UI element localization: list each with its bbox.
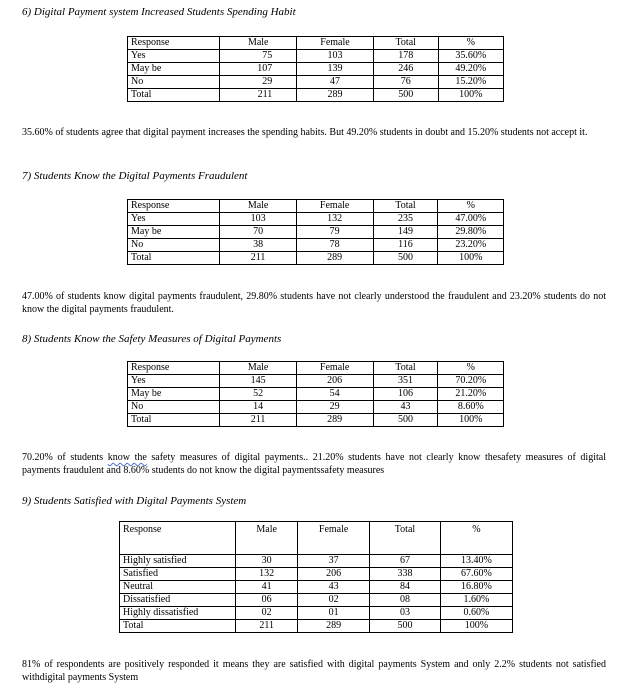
table-cell: 67.60% xyxy=(440,568,512,581)
table-cell: 211 xyxy=(236,620,298,633)
table-header-row xyxy=(128,37,504,50)
satisfaction-table xyxy=(119,521,513,633)
table-row xyxy=(128,252,504,265)
table-cell: 351 xyxy=(373,375,438,388)
table-cell: 21.20% xyxy=(438,388,504,401)
table-row xyxy=(120,581,513,594)
table-row xyxy=(120,568,513,581)
column-header: Female xyxy=(297,37,374,50)
table-cell: 13.40% xyxy=(440,555,512,568)
table-cell: 47 xyxy=(297,76,374,89)
table-cell: 289 xyxy=(296,414,373,427)
table-cell: 289 xyxy=(298,620,370,633)
table-cell: Dissatisfied xyxy=(120,594,236,607)
table-cell: 103 xyxy=(220,213,296,226)
column-header: Female xyxy=(296,200,373,213)
table-cell: 02 xyxy=(298,594,370,607)
table-cell: Total xyxy=(128,89,220,102)
table-cell: 84 xyxy=(370,581,441,594)
column-header: Female xyxy=(298,522,370,555)
table-cell: 149 xyxy=(373,226,438,239)
section-8-heading: 8) Students Know the Safety Measures of Digital Payments xyxy=(22,333,282,345)
column-header: Total xyxy=(373,37,438,50)
table-cell: Neutral xyxy=(120,581,236,594)
table-cell: Yes xyxy=(128,213,220,226)
table-row xyxy=(128,89,504,102)
table-cell: 289 xyxy=(296,252,373,265)
table-row xyxy=(120,555,513,568)
table-cell: 14 xyxy=(220,401,296,414)
table-row xyxy=(128,226,504,239)
table-row xyxy=(128,50,504,63)
table-cell: 1.60% xyxy=(440,594,512,607)
table-cell: 30 xyxy=(236,555,298,568)
table-cell: 116 xyxy=(373,239,438,252)
table-cell: No xyxy=(128,76,220,89)
table-cell: 132 xyxy=(296,213,373,226)
table-row xyxy=(128,388,504,401)
table-cell: 01 xyxy=(298,607,370,620)
table-cell: 206 xyxy=(298,568,370,581)
table-cell: Total xyxy=(120,620,236,633)
table-cell: Highly dissatisfied xyxy=(120,607,236,620)
table-header-row xyxy=(128,362,504,375)
table-cell: May be xyxy=(128,388,220,401)
table-cell: 100% xyxy=(438,414,504,427)
table-cell: 08 xyxy=(370,594,441,607)
table-row xyxy=(128,63,504,76)
table-cell: 500 xyxy=(373,89,438,102)
table-cell: 178 xyxy=(373,50,438,63)
table-cell: No xyxy=(128,239,220,252)
table-row xyxy=(128,414,504,427)
table-cell: 29.80% xyxy=(438,226,504,239)
column-header: Response xyxy=(120,522,236,555)
table-cell: 500 xyxy=(373,414,438,427)
column-header: Total xyxy=(370,522,441,555)
table-cell: 43 xyxy=(373,401,438,414)
section-9-paragraph: 81% of respondents are positively responded it means they are satisfied with digital payments System and only 2.2% students not satisfied withdigital payments System xyxy=(22,659,606,683)
spellcheck-underline[interactable]: know the xyxy=(107,452,147,463)
table-header-row xyxy=(128,200,504,213)
table-cell: May be xyxy=(128,63,220,76)
column-header: % xyxy=(440,522,512,555)
table-cell: 8.60% xyxy=(438,401,504,414)
column-header: Male xyxy=(220,37,297,50)
table-cell: 35.60% xyxy=(438,50,503,63)
table-row xyxy=(120,620,513,633)
table-cell: 38 xyxy=(220,239,296,252)
table-cell: 03 xyxy=(370,607,441,620)
table-cell: 54 xyxy=(296,388,373,401)
table-cell: 52 xyxy=(220,388,296,401)
column-header: Response xyxy=(128,200,220,213)
table-row xyxy=(120,594,513,607)
table-cell: May be xyxy=(128,226,220,239)
table-cell: No xyxy=(128,401,220,414)
table-row xyxy=(128,239,504,252)
spending-habit-table xyxy=(127,36,504,102)
table-cell: 145 xyxy=(220,375,296,388)
table-cell: 500 xyxy=(370,620,441,633)
table-cell: 206 xyxy=(296,375,373,388)
table-cell: 246 xyxy=(373,63,438,76)
column-header: % xyxy=(438,362,504,375)
table-header-row xyxy=(120,522,513,555)
paragraph-text: safety measures of digital payments.. 21.20% students have not clearly know thesafety measures of digital payments fraudulent and 8.60% students do not know the digital paymentssafety measures xyxy=(22,452,606,476)
table-cell: 70 xyxy=(220,226,296,239)
table-cell: Highly satisfied xyxy=(120,555,236,568)
table-cell: 289 xyxy=(297,89,374,102)
table-cell: 139 xyxy=(297,63,374,76)
table-cell: 107 xyxy=(220,63,297,76)
table-cell: Satisfied xyxy=(120,568,236,581)
table-cell: Yes xyxy=(128,50,220,63)
table-cell: 47.00% xyxy=(438,213,504,226)
section-8-paragraph xyxy=(22,451,606,477)
table-cell: 43 xyxy=(298,581,370,594)
section-9-heading: 9) Students Satisfied with Digital Payments System xyxy=(22,495,247,507)
column-header: Male xyxy=(236,522,298,555)
table-cell: 29 xyxy=(220,76,297,89)
table-cell: 75 xyxy=(220,50,297,63)
column-header: Response xyxy=(128,362,220,375)
table-cell: 06 xyxy=(236,594,298,607)
table-cell: 16.80% xyxy=(440,581,512,594)
column-header: Male xyxy=(220,362,296,375)
column-header: Response xyxy=(128,37,220,50)
fraudulent-table xyxy=(127,199,504,265)
table-cell: 211 xyxy=(220,89,297,102)
section-6-heading: 6) Digital Payment system Increased Students Spending Habit xyxy=(22,6,296,18)
table-cell: 29 xyxy=(296,401,373,414)
table-cell: 211 xyxy=(220,252,296,265)
table-cell: 49.20% xyxy=(438,63,503,76)
table-cell: 211 xyxy=(220,414,296,427)
table-cell: 67 xyxy=(370,555,441,568)
table-cell: 106 xyxy=(373,388,438,401)
table-cell: 15.20% xyxy=(438,76,503,89)
safety-measures-table xyxy=(127,361,504,427)
table-cell: Yes xyxy=(128,375,220,388)
table-cell: 100% xyxy=(438,252,504,265)
table-row xyxy=(128,213,504,226)
paragraph-text: 70.20% of students xyxy=(22,452,108,463)
column-header: Total xyxy=(373,362,438,375)
section-7-paragraph: 47.00% of students know digital payments fraudulent, 29.80% students have not clearly understood the fraudulent and 23.20% students do not know the digital payments fraudulent. xyxy=(22,291,606,315)
table-cell: 132 xyxy=(236,568,298,581)
table-row xyxy=(128,375,504,388)
table-cell: 70.20% xyxy=(438,375,504,388)
column-header: % xyxy=(438,37,503,50)
column-header: % xyxy=(438,200,504,213)
section-7-heading: 7) Students Know the Digital Payments Fraudulent xyxy=(22,170,248,182)
table-cell: 41 xyxy=(236,581,298,594)
column-header: Male xyxy=(220,200,296,213)
table-cell: 79 xyxy=(296,226,373,239)
table-cell: 37 xyxy=(298,555,370,568)
table-cell: 76 xyxy=(373,76,438,89)
table-cell: 100% xyxy=(438,89,503,102)
table-cell: 500 xyxy=(373,252,438,265)
table-row xyxy=(128,76,504,89)
table-cell: 235 xyxy=(373,213,438,226)
table-row xyxy=(128,401,504,414)
table-cell: 103 xyxy=(297,50,374,63)
table-cell: Total xyxy=(128,252,220,265)
table-cell: 02 xyxy=(236,607,298,620)
table-cell: 23.20% xyxy=(438,239,504,252)
table-cell: 0.60% xyxy=(440,607,512,620)
column-header: Total xyxy=(373,200,438,213)
table-cell: 100% xyxy=(440,620,512,633)
table-row xyxy=(120,607,513,620)
table-cell: 78 xyxy=(296,239,373,252)
table-cell: Total xyxy=(128,414,220,427)
table-cell: 338 xyxy=(370,568,441,581)
section-6-paragraph: 35.60% of students agree that digital payment increases the spending habits. But 49.20% students in doubt and 15.20% students not accept it. xyxy=(22,127,588,138)
column-header: Female xyxy=(296,362,373,375)
